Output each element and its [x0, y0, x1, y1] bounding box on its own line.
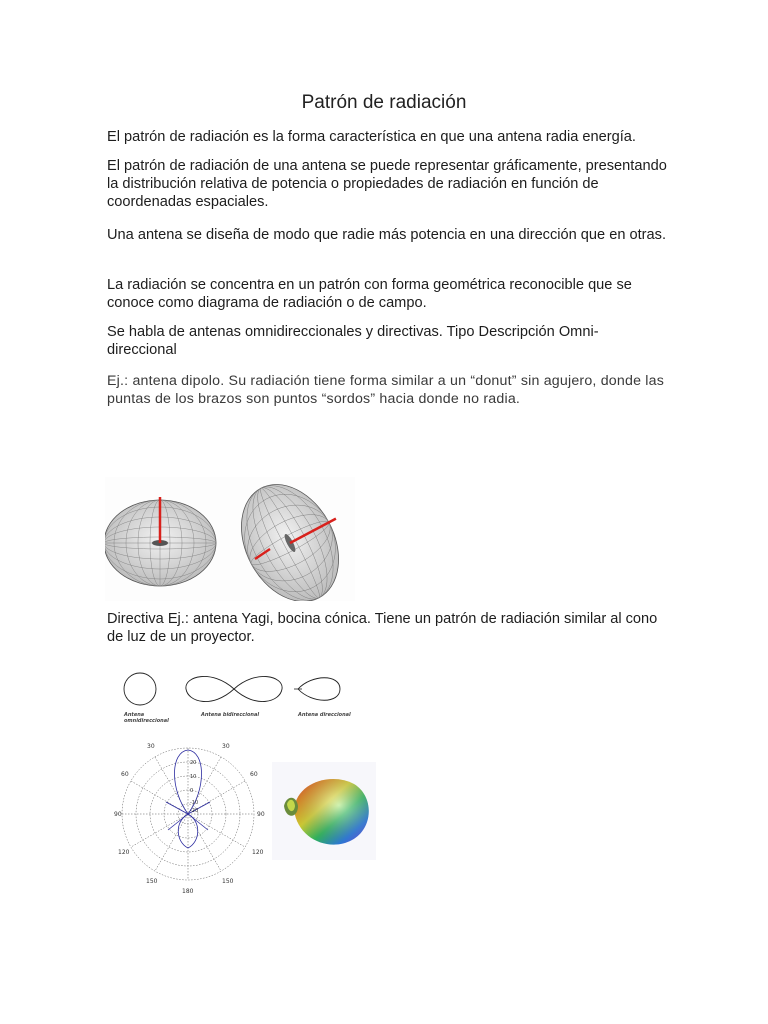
polar-label: 180 [182, 888, 194, 895]
paragraph-graphical-representation: El patrón de radiación de una antena se puede representar gráficamente, presentando la distribución relativa de potencia o propiedades de radiación en función de coordenadas espaciales. [107, 158, 667, 210]
paragraph-pattern-shape: La radiación se concentra en un patrón con forma geométrica reconocible que se conoce como diagrama de radiación o de campo. [107, 277, 632, 311]
caption-directional: Antena direccional [298, 712, 351, 718]
polar-label: 60 [250, 771, 258, 778]
paragraph-definition: El patrón de radiación es la forma característica en que una antena radia energía. [107, 129, 636, 145]
paragraph-design: Una antena se diseña de modo que radie más potencia en una dirección que en otras. [107, 227, 666, 243]
polar-label: 90 [114, 811, 122, 818]
paragraph-dipole-example: Ej.: antena dipolo. Su radiación tiene forma similar a un “donut” sin agujero, donde las puntas de los brazos son puntos “sordos” hacia donde no radia. [107, 373, 665, 407]
polar-radius-label: -20 [190, 808, 199, 814]
polar-radius-label: -10 [190, 800, 199, 806]
polar-label: 120 [118, 849, 130, 856]
directional-lobe-icon [298, 678, 340, 701]
polar-label: 120 [252, 849, 264, 856]
polar-radius-label: 20 [190, 760, 197, 766]
bidirectional-figure-eight-icon [186, 676, 282, 701]
paragraph-directive-example: Directiva Ej.: antena Yagi, bocina cónica. Tiene un patrón de radiación similar al cono de luz de un proyector. [107, 611, 658, 645]
paragraph-antenna-types: Se habla de antenas omnidireccionales y directivas. Tipo Descripción Omni-direccional [107, 324, 599, 358]
omnidirectional-circle-icon [124, 673, 156, 705]
page-title: Patrón de radiación [301, 92, 467, 113]
polar-label: 150 [146, 878, 158, 885]
polar-radius-label: 0 [190, 788, 194, 794]
directional-3d-pattern-figure [272, 762, 376, 860]
polar-radius-label: 10 [190, 774, 197, 780]
omnidirectional-pattern-figure [105, 477, 355, 601]
caption-omnidirectional: Antena omnidireccional [124, 712, 169, 724]
polar-label: 30 [222, 743, 230, 750]
polar-label: 30 [147, 743, 155, 750]
polar-label: 90 [257, 811, 265, 818]
polar-label: 150 [222, 878, 234, 885]
polar-radiation-plot [112, 738, 272, 896]
caption-bidirectional: Antena bidireccional [201, 712, 260, 718]
polar-label: 60 [121, 771, 129, 778]
